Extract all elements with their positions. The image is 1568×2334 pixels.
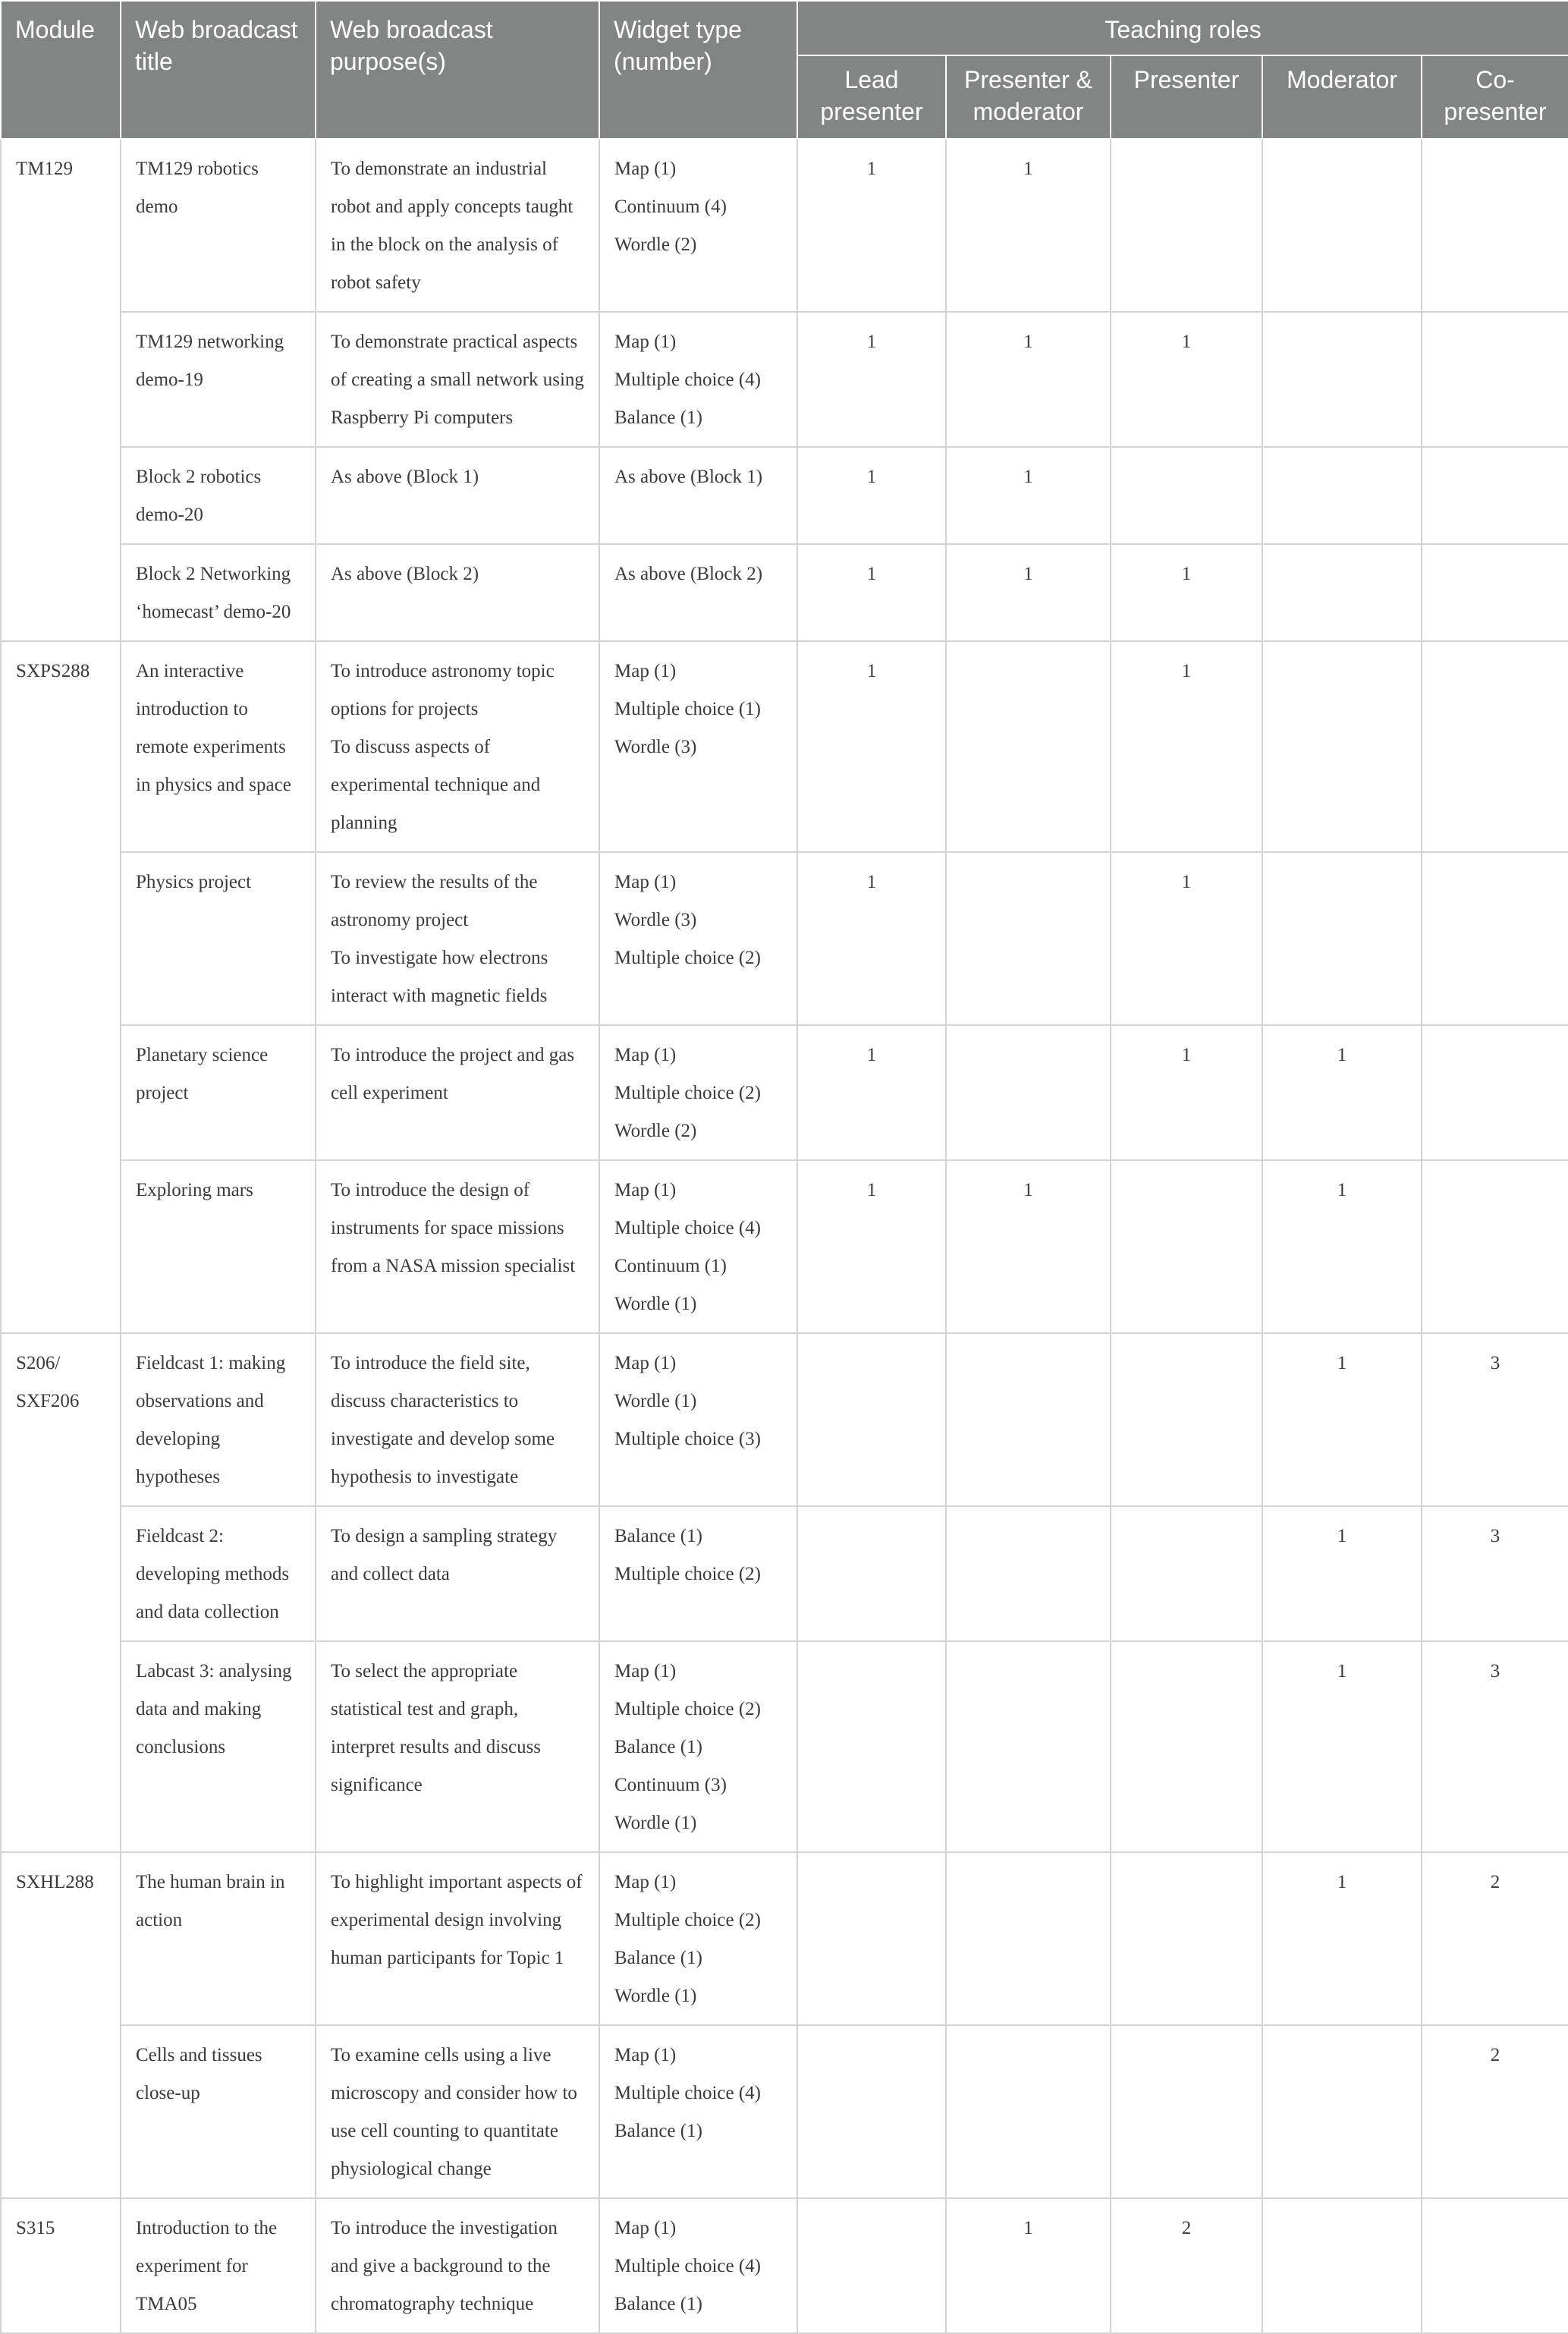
role-count-cell: 1: [1111, 312, 1262, 447]
role-count-cell: [1111, 1506, 1262, 1641]
role-count-cell: 1: [946, 139, 1111, 312]
purpose-line: To demonstrate an industrial robot and apply concepts taught in the block on the analysis of robot safety: [331, 159, 573, 293]
header-role-presenter-moderator: Presenter & moderator: [946, 55, 1111, 139]
purpose-cell: [316, 1160, 599, 1333]
purpose-line: To examine cells using a live microscopy and consider how to use cell counting to quantitate physiological change: [331, 2045, 577, 2179]
role-count-cell: [946, 1333, 1111, 1506]
purpose-line: To review the results of the astronomy project: [331, 872, 538, 930]
widget-cell: [599, 1160, 797, 1333]
widget-line: As above (Block 1): [614, 467, 763, 487]
purpose-cell: [316, 1025, 599, 1160]
widget-line: Map (1): [614, 2218, 677, 2238]
purpose-cell: [316, 852, 599, 1025]
table-header: [1, 1, 1568, 139]
title-cell: TM129 networking demo-19: [121, 312, 316, 447]
role-count-cell: [1262, 852, 1422, 1025]
widget-line: Wordle (3): [614, 737, 697, 757]
role-count-cell: [1422, 2198, 1568, 2333]
widget-line: Wordle (2): [614, 1121, 697, 1141]
role-count-cell: [946, 1852, 1111, 2025]
table-row: [1, 447, 1568, 544]
role-count-cell: [1422, 641, 1568, 852]
role-count-cell: [797, 1852, 946, 2025]
widget-line: Balance (1): [614, 407, 702, 428]
table-row: [1, 1025, 1568, 1160]
purpose-cell: [316, 312, 599, 447]
widget-cell: [599, 852, 797, 1025]
widget-line: Wordle (3): [614, 910, 697, 930]
role-count-cell: 1: [1262, 1160, 1422, 1333]
widget-line: Multiple choice (2): [614, 1699, 761, 1719]
widget-line: Map (1): [614, 1872, 677, 1892]
role-count-cell: [1262, 2198, 1422, 2333]
widget-line: Balance (1): [614, 2121, 702, 2141]
table-row: [1, 852, 1568, 1025]
purpose-line: To design a sampling strategy and collect data: [331, 1526, 558, 1584]
widget-line: Multiple choice (4): [614, 1218, 761, 1238]
widget-line: Map (1): [614, 2045, 677, 2065]
table-row: [1, 1506, 1568, 1641]
header-teaching-roles: Teaching roles: [797, 1, 1568, 55]
widget-cell: [599, 447, 797, 544]
role-count-cell: 1: [946, 544, 1111, 641]
purpose-cell: [316, 2198, 599, 2333]
purpose-line: To demonstrate practical aspects of creating a small network using Raspberry Pi computers: [331, 332, 584, 428]
role-count-cell: 2: [1422, 1852, 1568, 2025]
table-row: [1, 1641, 1568, 1852]
header-title: Web broadcast title: [121, 1, 316, 139]
title-cell: Fieldcast 1: making observations and developing hypotheses: [121, 1333, 316, 1506]
purpose-line: To introduce the investigation and give a background to the chromatography technique: [331, 2218, 558, 2314]
role-count-cell: [946, 641, 1111, 852]
purpose-line: As above (Block 2): [331, 564, 479, 584]
role-count-cell: 1: [1262, 1333, 1422, 1506]
widget-line: Balance (1): [614, 1526, 702, 1546]
purpose-line: To investigate how electrons interact with magnetic fields: [331, 948, 548, 1006]
widget-line: Multiple choice (4): [614, 370, 761, 390]
role-count-cell: [1111, 447, 1262, 544]
purpose-cell: [316, 2025, 599, 2198]
purpose-cell: [316, 544, 599, 641]
role-count-cell: 1: [797, 1025, 946, 1160]
role-count-cell: 1: [797, 641, 946, 852]
role-count-cell: 1: [797, 447, 946, 544]
role-count-cell: [1262, 641, 1422, 852]
role-count-cell: 3: [1422, 1506, 1568, 1641]
role-count-cell: [797, 1333, 946, 1506]
role-count-cell: [797, 1506, 946, 1641]
purpose-line: To introduce the field site, discuss characteristics to investigate and develop some hypothesis to investigate: [331, 1353, 555, 1487]
role-count-cell: 1: [1111, 1025, 1262, 1160]
role-count-cell: [1422, 544, 1568, 641]
module-cell: TM129: [1, 139, 121, 641]
widget-cell: [599, 1333, 797, 1506]
role-count-cell: [797, 2025, 946, 2198]
widget-line: Wordle (1): [614, 1391, 697, 1411]
widget-line: Balance (1): [614, 1948, 702, 1968]
role-count-cell: [1111, 2025, 1262, 2198]
widget-line: Map (1): [614, 159, 677, 179]
purpose-cell: [316, 1852, 599, 2025]
title-cell: Cells and tissues close-up: [121, 2025, 316, 2198]
role-count-cell: [1262, 2025, 1422, 2198]
widget-line: Map (1): [614, 661, 677, 681]
widget-line: Wordle (2): [614, 234, 697, 255]
title-cell: Labcast 3: analysing data and making conclusions: [121, 1641, 316, 1852]
widget-line: Wordle (1): [614, 1813, 697, 1833]
table-row: [1, 312, 1568, 447]
widget-line: Wordle (1): [614, 1294, 697, 1314]
widget-line: Multiple choice (2): [614, 1564, 761, 1584]
role-count-cell: 1: [797, 312, 946, 447]
purpose-line: To introduce the project and gas cell experiment: [331, 1045, 575, 1103]
widget-line: Multiple choice (4): [614, 2256, 761, 2276]
widget-line: Map (1): [614, 1353, 677, 1373]
role-count-cell: [1422, 1025, 1568, 1160]
widget-line: Multiple choice (1): [614, 699, 761, 719]
widget-line: Continuum (1): [614, 1256, 727, 1276]
widget-cell: [599, 544, 797, 641]
widget-cell: [599, 139, 797, 312]
header-role-moderator: Moderator: [1262, 55, 1422, 139]
role-count-cell: [1111, 1333, 1262, 1506]
role-count-cell: 1: [1111, 544, 1262, 641]
purpose-line: To introduce astronomy topic options for projects: [331, 661, 555, 719]
table-row: [1, 1852, 1568, 2025]
title-cell: The human brain in action: [121, 1852, 316, 2025]
purpose-cell: [316, 1333, 599, 1506]
purpose-line: To highlight important aspects of experimental design involving human participants for Topic 1: [331, 1872, 583, 1968]
role-count-cell: [946, 852, 1111, 1025]
header-module: Module: [1, 1, 121, 139]
widget-line: Multiple choice (2): [614, 948, 761, 968]
module-cell: S206/ SXF206: [1, 1333, 121, 1852]
role-count-cell: [1262, 544, 1422, 641]
widget-cell: [599, 2025, 797, 2198]
purpose-cell: [316, 447, 599, 544]
table-row: [1, 2198, 1568, 2333]
role-count-cell: 2: [1422, 2025, 1568, 2198]
title-cell: Block 2 robotics demo-20: [121, 447, 316, 544]
role-count-cell: 1: [946, 1160, 1111, 1333]
role-count-cell: [946, 2025, 1111, 2198]
title-cell: Physics project: [121, 852, 316, 1025]
role-count-cell: [1111, 1641, 1262, 1852]
widget-line: Map (1): [614, 1045, 677, 1065]
role-count-cell: [1422, 447, 1568, 544]
purpose-line: To discuss aspects of experimental technique and planning: [331, 737, 541, 833]
purpose-cell: [316, 139, 599, 312]
module-cell: S315: [1, 2198, 121, 2333]
role-count-cell: 1: [1262, 1025, 1422, 1160]
role-count-cell: 1: [1262, 1506, 1422, 1641]
role-count-cell: 1: [1262, 1641, 1422, 1852]
widget-line: Wordle (1): [614, 1986, 697, 2006]
role-count-cell: 3: [1422, 1641, 1568, 1852]
header-role-co-presenter: Co-presenter: [1422, 55, 1568, 139]
widget-cell: [599, 1852, 797, 2025]
table-row: [1, 2025, 1568, 2198]
purpose-line: As above (Block 1): [331, 467, 479, 487]
header-role-presenter: Presenter: [1111, 55, 1262, 139]
role-count-cell: [1262, 312, 1422, 447]
role-count-cell: [1262, 139, 1422, 312]
widget-line: Map (1): [614, 1180, 677, 1200]
table-row: [1, 641, 1568, 852]
title-cell: Block 2 Networking ‘homecast’ demo-20: [121, 544, 316, 641]
role-count-cell: 3: [1422, 1333, 1568, 1506]
title-cell: Fieldcast 2: developing methods and data collection: [121, 1506, 316, 1641]
widget-line: Balance (1): [614, 2294, 702, 2314]
widget-line: Multiple choice (2): [614, 1083, 761, 1103]
role-count-cell: 1: [797, 544, 946, 641]
role-count-cell: 1: [797, 139, 946, 312]
table-body: [1, 139, 1568, 2333]
purpose-cell: [316, 1641, 599, 1852]
header-purpose: Web broadcast purpose(s): [316, 1, 599, 139]
role-count-cell: 1: [797, 1160, 946, 1333]
role-count-cell: [946, 1641, 1111, 1852]
widget-line: Multiple choice (4): [614, 2083, 761, 2103]
table-row: [1, 139, 1568, 312]
role-count-cell: 1: [1111, 852, 1262, 1025]
role-count-cell: [946, 1025, 1111, 1160]
widget-line: Balance (1): [614, 1737, 702, 1757]
role-count-cell: [1111, 1160, 1262, 1333]
widget-line: Multiple choice (2): [614, 1910, 761, 1930]
title-cell: An interactive introduction to remote experiments in physics and space: [121, 641, 316, 852]
widget-line: Map (1): [614, 332, 677, 352]
header-widget-type: Widget type (number): [599, 1, 797, 139]
widget-cell: [599, 2198, 797, 2333]
role-count-cell: [1111, 139, 1262, 312]
table-row: [1, 1160, 1568, 1333]
purpose-line: To select the appropriate statistical test and graph, interpret results and discuss significance: [331, 1661, 542, 1795]
purpose-line: To introduce the design of instruments for space missions from a NASA mission specialist: [331, 1180, 576, 1276]
widget-cell: [599, 312, 797, 447]
role-count-cell: 1: [1111, 641, 1262, 852]
role-count-cell: [797, 2198, 946, 2333]
role-count-cell: [1422, 852, 1568, 1025]
role-count-cell: [946, 1506, 1111, 1641]
role-count-cell: 2: [1111, 2198, 1262, 2333]
widget-line: Multiple choice (3): [614, 1429, 761, 1449]
widget-line: As above (Block 2): [614, 564, 763, 584]
role-count-cell: [1262, 447, 1422, 544]
purpose-cell: [316, 641, 599, 852]
title-cell: Planetary science project: [121, 1025, 316, 1160]
title-cell: TM129 robotics demo: [121, 139, 316, 312]
widget-cell: [599, 641, 797, 852]
widget-line: Continuum (4): [614, 197, 727, 217]
widget-cell: [599, 1506, 797, 1641]
role-count-cell: [1422, 139, 1568, 312]
purpose-cell: [316, 1506, 599, 1641]
role-count-cell: [1422, 1160, 1568, 1333]
role-count-cell: [797, 1641, 946, 1852]
table-row: [1, 544, 1568, 641]
title-cell: Exploring mars: [121, 1160, 316, 1333]
role-count-cell: 1: [946, 447, 1111, 544]
title-cell: Introduction to the experiment for TMA05: [121, 2198, 316, 2333]
widget-line: Continuum (3): [614, 1775, 727, 1795]
module-cell: SXPS288: [1, 641, 121, 1333]
role-count-cell: 1: [797, 852, 946, 1025]
widget-line: Map (1): [614, 872, 677, 892]
role-count-cell: 1: [946, 2198, 1111, 2333]
module-cell: SXHL288: [1, 1852, 121, 2198]
role-count-cell: [1111, 1852, 1262, 2025]
widget-cell: [599, 1641, 797, 1852]
widget-cell: [599, 1025, 797, 1160]
header-role-lead-presenter: Lead presenter: [797, 55, 946, 139]
role-count-cell: 1: [946, 312, 1111, 447]
role-count-cell: 1: [1262, 1852, 1422, 2025]
widget-line: Map (1): [614, 1661, 677, 1681]
role-count-cell: [1422, 312, 1568, 447]
table-row: [1, 1333, 1568, 1506]
